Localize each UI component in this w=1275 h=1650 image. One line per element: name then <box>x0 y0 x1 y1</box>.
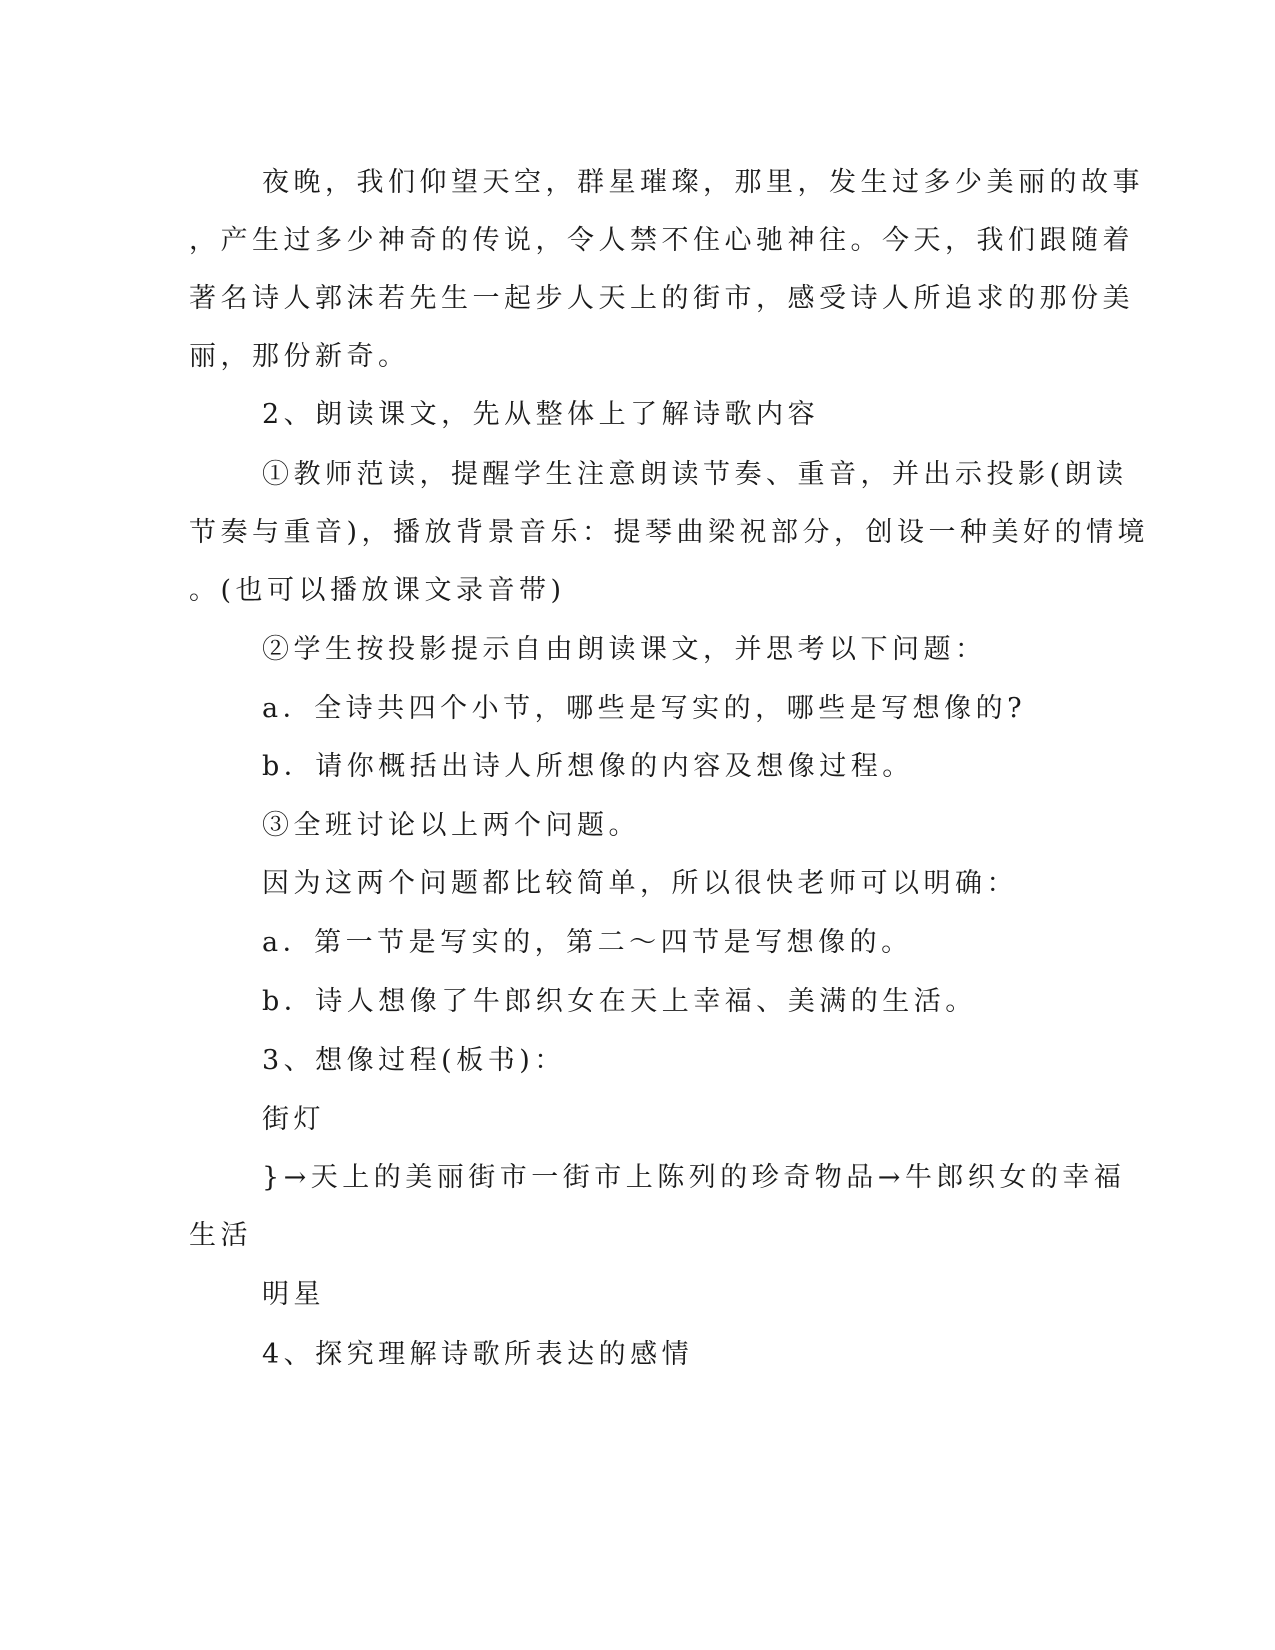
list-item: a．全诗共四个小节，哪些是写实的，哪些是写想像的? <box>262 693 1027 724</box>
board-text-line: }→天上的美丽街市一街市上陈列的珍奇物品→牛郎织女的幸福 <box>262 1162 1126 1193</box>
paragraph-line: 。(也可以播放课文录音带) <box>189 575 566 606</box>
section-heading: 2、朗读课文，先从整体上了解诗歌内容 <box>262 399 820 430</box>
paragraph-line: 节奏与重音)，播放背景音乐：提琴曲梁祝部分，创设一种美好的情境 <box>189 517 1150 548</box>
board-text-line: 明星 <box>262 1279 325 1310</box>
list-item: a．第一节是写实的，第二～四节是写想像的。 <box>262 927 913 958</box>
paragraph-line: 因为这两个问题都比较简单，所以很快老师可以明确： <box>262 868 1018 899</box>
board-text-line: 生活 <box>189 1220 252 1251</box>
list-item: b．请你概括出诗人所想像的内容及想像过程。 <box>262 751 914 782</box>
paragraph-line: 丽，那份新奇。 <box>189 341 410 372</box>
list-item: b．诗人想像了牛郎织女在天上幸福、美满的生活。 <box>262 986 977 1017</box>
board-text-line: 街灯 <box>262 1104 325 1135</box>
paragraph-line: ，产生过多少神奇的传说，令人禁不住心驰神往。今天，我们跟随着 <box>189 225 1134 256</box>
paragraph-line: 夜晚，我们仰望天空，群星璀璨，那里，发生过多少美丽的故事 <box>262 167 1144 198</box>
section-heading: 3、想像过程(板书)： <box>262 1045 566 1076</box>
paragraph-line: ①教师范读，提醒学生注意朗读节奏、重音，并出示投影(朗读 <box>262 459 1128 490</box>
paragraph-line: ③全班讨论以上两个问题。 <box>262 810 640 841</box>
paragraph-line: 著名诗人郭沫若先生一起步人天上的街市，感受诗人所追求的那份美 <box>189 283 1134 314</box>
section-heading: 4、探究理解诗歌所表达的感情 <box>262 1339 694 1370</box>
paragraph-line: ②学生按投影提示自由朗读课文，并思考以下问题： <box>262 634 987 665</box>
